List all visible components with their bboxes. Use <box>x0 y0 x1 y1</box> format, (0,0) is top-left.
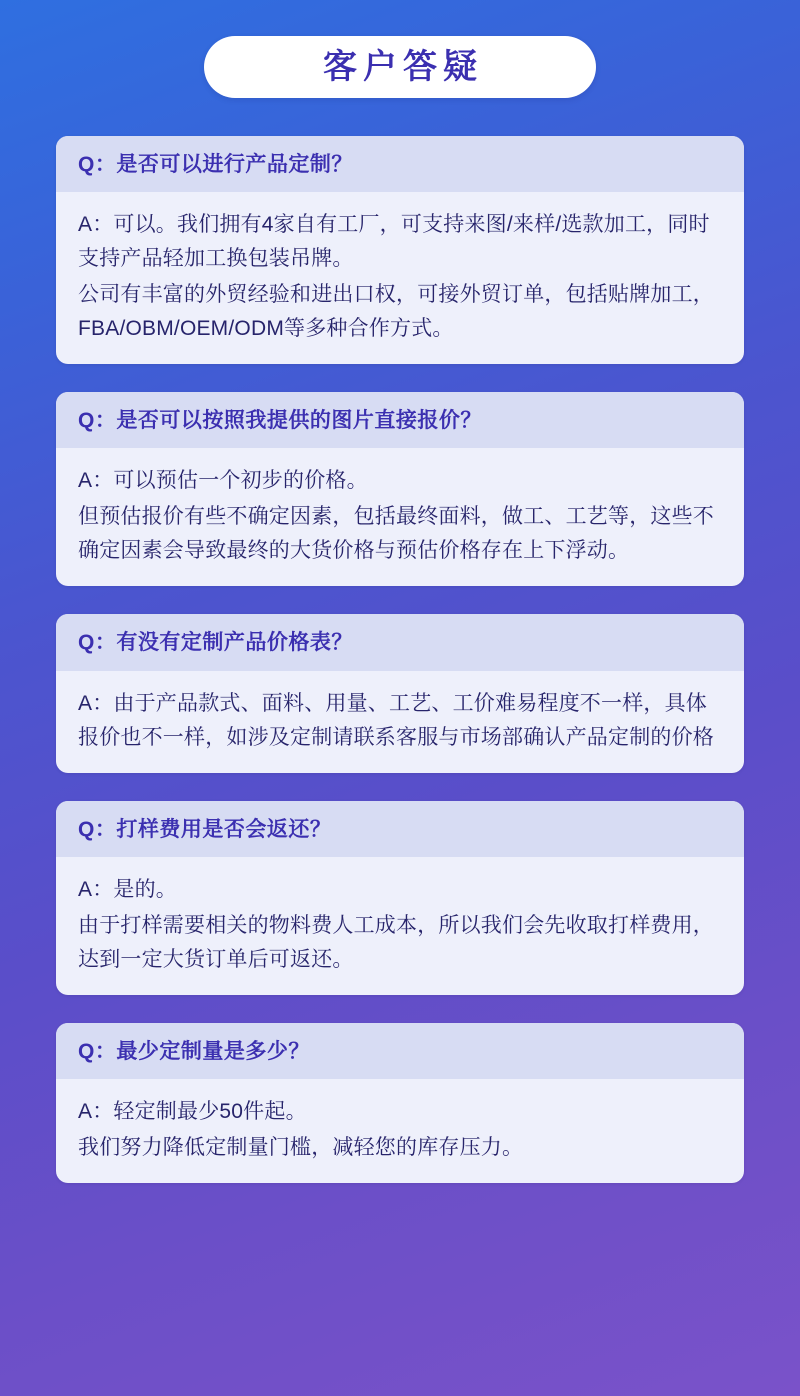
faq-item <box>56 614 744 772</box>
faq-answer-line: 但预估报价有些不确定因素，包括最终面料，做工、工艺等，这些不确定因素会导致最终的大货价格与预估价格存在上下浮动。 <box>78 505 714 563</box>
page-title: 客户答疑 <box>323 48 483 86</box>
faq-answer-line: A：可以预估一个初步的价格。 <box>78 469 368 493</box>
faq-answer <box>56 1079 744 1183</box>
faq-answer-line: 由于打样需要相关的物料费人工成本，所以我们会先收取打样费用，达到一定大货订单后可返还。 <box>78 913 714 971</box>
faq-answer-line: A：是的。 <box>78 877 178 901</box>
faq-answer-line: 公司有丰富的外贸经验和进出口权，可接外贸订单，包括贴牌加工，FBA/OBM/OEM/ODM等多种合作方式。 <box>78 283 714 341</box>
faq-answer-line: A：由于产品款式、面料、用量、工艺、工价难易程度不一样，具体报价也不一样，如涉及定制请联系客服与市场部确认产品定制的价格 <box>78 691 714 749</box>
faq-question: Q：打样费用是否会返还？ <box>56 801 744 857</box>
page-title-pill <box>204 36 596 98</box>
faq-list <box>0 136 800 1183</box>
faq-answer-line: A：可以。我们拥有4家自有工厂，可支持来图/来样/选款加工，同时支持产品轻加工换包装吊牌。 <box>78 213 710 271</box>
faq-answer-line: A：轻定制最少50件起。 <box>78 1100 307 1124</box>
faq-answer <box>56 448 744 586</box>
faq-item <box>56 136 744 364</box>
faq-item <box>56 1023 744 1183</box>
page-title-container <box>0 0 800 98</box>
faq-answer <box>56 671 744 773</box>
faq-question: Q：是否可以进行产品定制？ <box>56 136 744 192</box>
faq-answer-line: 我们努力降低定制量门槛，减轻您的库存压力。 <box>78 1136 524 1160</box>
faq-item <box>56 392 744 586</box>
faq-answer <box>56 857 744 995</box>
faq-question: Q：是否可以按照我提供的图片直接报价？ <box>56 392 744 448</box>
faq-item <box>56 801 744 995</box>
faq-question: Q：最少定制量是多少？ <box>56 1023 744 1079</box>
faq-answer <box>56 192 744 364</box>
faq-question: Q：有没有定制产品价格表？ <box>56 614 744 670</box>
